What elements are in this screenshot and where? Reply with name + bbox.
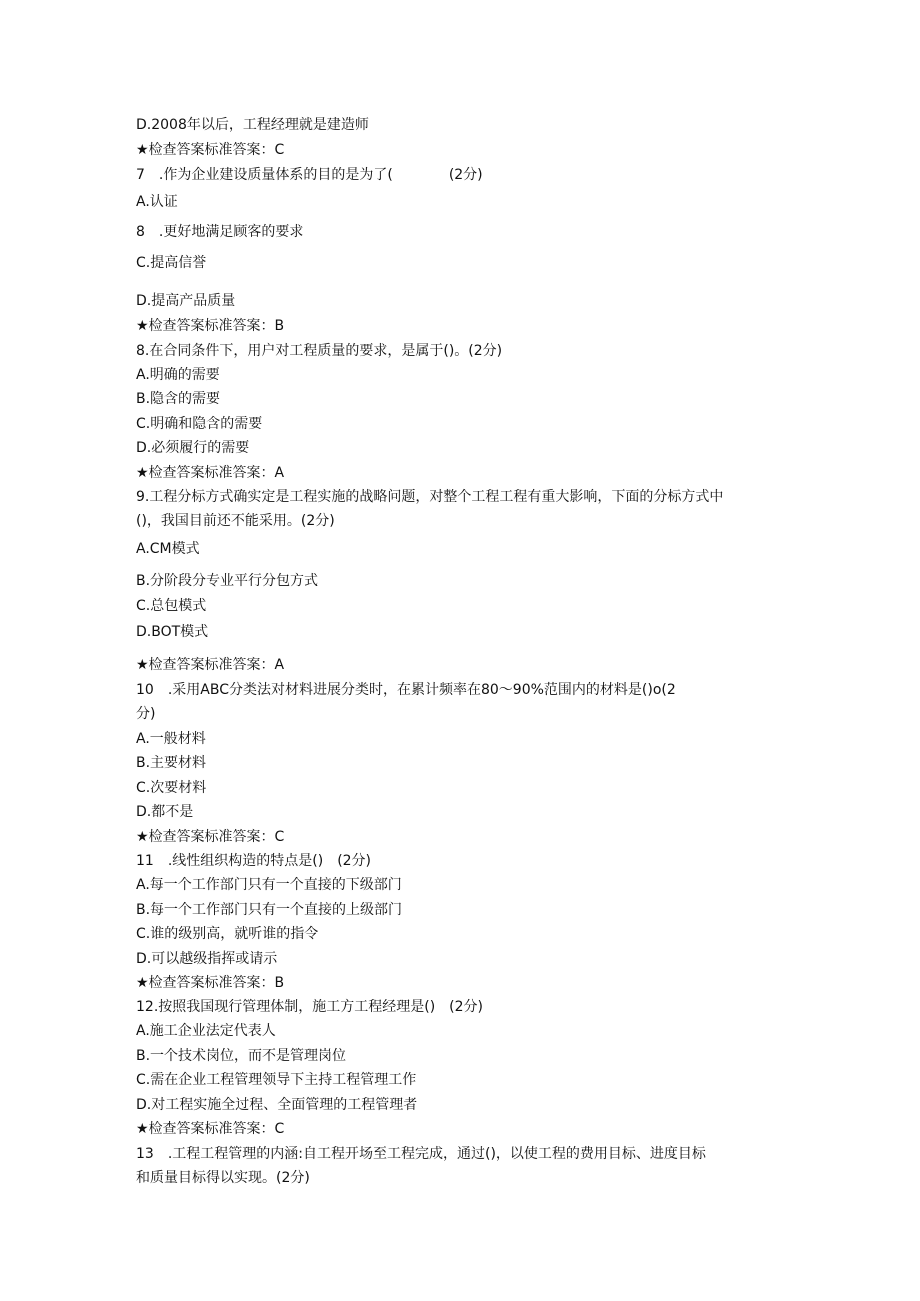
question-line: 13 .工程工程管理的内涵:自工程开场至工程完成，通过()，以使工程的费用目标、进度目标 [136, 1146, 706, 1162]
option-line: A.施工企业法定代表人 [136, 1023, 276, 1039]
option-line: B.隐含的需要 [136, 391, 221, 407]
question-line: 8.在合同条件下，用户对工程质量的要求，是属于()。(2分) [136, 343, 503, 359]
question-line: 8 .更好地满足顾客的要求 [136, 224, 304, 240]
question-line: 12.按照我国现行管理体制，施工方工程经理是() (2分) [136, 999, 484, 1015]
question-line: 和质量目标得以实现。(2分) [136, 1170, 310, 1186]
answer-line: ★检查答案标准答案：C [136, 142, 285, 158]
question-line: 分) [136, 706, 156, 722]
option-line: A.CM模式 [136, 541, 200, 557]
option-line: A.明确的需要 [136, 367, 220, 383]
option-line: C.谁的级别高，就听谁的指令 [136, 926, 319, 942]
option-line: D.都不是 [136, 804, 194, 820]
option-line: C.提高信誉 [136, 255, 207, 271]
option-line: B.主要材料 [136, 755, 207, 771]
question-line: 11 .线性组织构造的特点是() (2分) [136, 853, 372, 869]
answer-line: ★检查答案标准答案：C [136, 1121, 285, 1137]
option-line: C.次要材料 [136, 780, 207, 796]
option-line: D.提高产品质量 [136, 293, 236, 309]
option-line: D.可以越级指挥或请示 [136, 951, 278, 967]
answer-line: ★检查答案标准答案：A [136, 465, 285, 481]
option-line: A.每一个工作部门只有一个直接的下级部门 [136, 877, 402, 893]
option-line: B.每一个工作部门只有一个直接的上级部门 [136, 902, 403, 918]
option-line: B.分阶段分专业平行分包方式 [136, 573, 319, 589]
option-line: A.一般材料 [136, 731, 206, 747]
option-line: D.BOT模式 [136, 624, 209, 640]
option-line: C.总包模式 [136, 598, 207, 614]
answer-line: ★检查答案标准答案：B [136, 318, 285, 334]
option-line: D.对工程实施全过程、全面管理的工程管理者 [136, 1097, 418, 1113]
question-line: 7 .作为企业建设质量体系的目的是为了( (2分) [136, 167, 483, 183]
option-line: D.必须履行的需要 [136, 440, 250, 456]
option-line: D.2008年以后，工程经理就是建造师 [136, 117, 369, 133]
question-line: ()，我国目前还不能采用。(2分) [136, 513, 335, 529]
option-line: C.需在企业工程管理领导下主持工程管理工作 [136, 1072, 417, 1088]
answer-line: ★检查答案标准答案：C [136, 829, 285, 845]
option-line: B.一个技术岗位，而不是管理岗位 [136, 1048, 347, 1064]
question-line: 10 .采用ABC分类法对材料进展分类时，在累计频率在80～90%范围内的材料是()o(2 [136, 682, 676, 698]
answer-line: ★检查答案标准答案：B [136, 975, 285, 991]
question-line: 9.工程分标方式确实定是工程实施的战略问题，对整个工程工程有重大影响，下面的分标方式中 [136, 489, 724, 505]
answer-line: ★检查答案标准答案：A [136, 657, 285, 673]
option-line: A.认证 [136, 194, 178, 210]
option-line: C.明确和隐含的需要 [136, 416, 263, 432]
